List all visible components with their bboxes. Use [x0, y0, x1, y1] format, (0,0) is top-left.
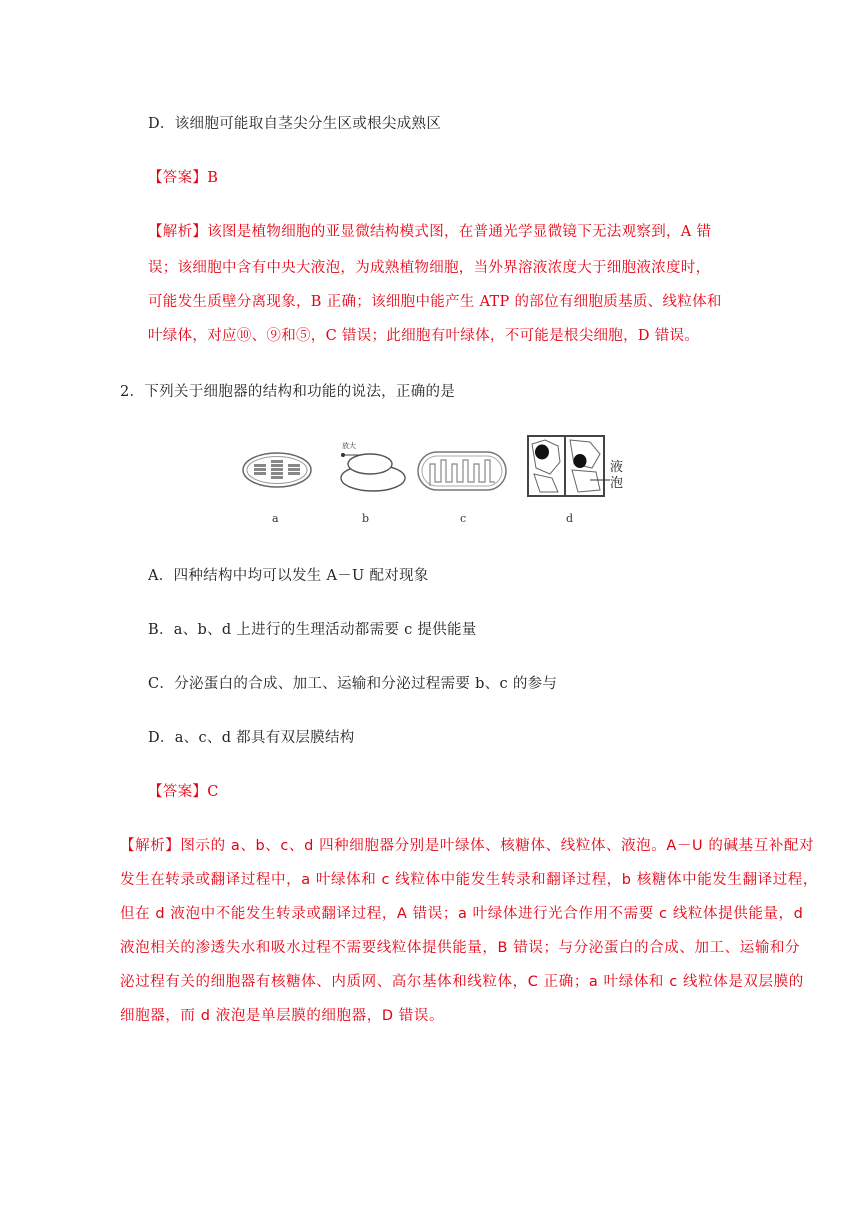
q1-answer: 【答案】B	[148, 170, 219, 186]
vacuole-cells-drawing	[528, 436, 623, 496]
q2-option-a: A．四种结构中均可以发生 A－U 配对现象	[148, 568, 429, 584]
q2-analysis-line-5: 泌过程有关的细胞器有核糖体、内质网、高尔基体和线粒体，C 正确；a 叶绿体和 c 线粒体是双层膜的	[120, 974, 804, 990]
chloroplast-drawing	[243, 453, 311, 487]
organelle-figure-svg	[240, 434, 640, 534]
q1-option-d: D．该细胞可能取自茎尖分生区或根尖成熟区	[148, 116, 442, 132]
q1-analysis-line-1: 【解析】该图是植物细胞的亚显微结构模式图，在普通光学显微镜下无法观察到，A 错	[148, 224, 712, 240]
q2-option-c: C．分泌蛋白的合成、加工、运输和分泌过程需要 b、c 的参与	[148, 676, 558, 692]
mitochondrion-drawing	[418, 452, 506, 490]
figure-label-b: b	[362, 512, 370, 525]
q2-stem: 2．下列关于细胞器的结构和功能的说法，正确的是	[120, 384, 456, 400]
figure-b-annotation: 放大	[342, 442, 356, 450]
q2-analysis-line-2: 发生在转录或翻译过程中，a 叶绿体和 c 线粒体中能发生转录和翻译过程，b 核糖体中能发生翻译过程，	[120, 872, 818, 888]
q2-analysis-line-1: 【解析】图示的 a、b、c、d 四种细胞器分别是叶绿体、核糖体、线粒体、液泡。A－U 的碱基互补配对	[120, 838, 815, 854]
q2-option-d: D．a、c、d 都具有双层膜结构	[148, 730, 355, 746]
figure-label-a: a	[272, 512, 279, 525]
q1-analysis-line-2: 误；该细胞中含有中央大液泡，为成熟植物细胞，当外界溶液浓度大于细胞液浓度时，	[148, 260, 711, 276]
q1-analysis-line-4: 叶绿体，对应⑩、⑨和⑤，C 错误；此细胞有叶绿体，不可能是根尖细胞，D 错误。	[148, 328, 700, 344]
ribosome-drawing	[341, 441, 405, 491]
figure-d-annotation-1: 液	[610, 460, 624, 475]
organelle-figure	[240, 434, 640, 534]
q2-option-b: B．a、b、d 上进行的生理活动都需要 c 提供能量	[148, 622, 477, 638]
q2-analysis-line-6: 细胞器，而 d 液泡是单层膜的细胞器，D 错误。	[120, 1008, 445, 1024]
q2-analysis-line-3: 但在 d 液泡中不能发生转录或翻译过程，A 错误；a 叶绿体进行光合作用不需要 c 线粒体提供能量，d	[120, 906, 804, 922]
figure-label-d: d	[566, 512, 574, 525]
q2-answer: 【答案】C	[148, 784, 219, 800]
figure-label-c: c	[460, 512, 467, 525]
q2-analysis-line-4: 液泡相关的渗透失水和吸水过程不需要线粒体提供能量，B 错误；与分泌蛋白的合成、加工、运输和分	[120, 940, 801, 956]
q1-analysis-line-3: 可能发生质壁分离现象，B 正确；该细胞中能产生 ATP 的部位有细胞质基质、线粒体和	[148, 294, 722, 310]
figure-d-annotation-2: 泡	[610, 476, 624, 491]
